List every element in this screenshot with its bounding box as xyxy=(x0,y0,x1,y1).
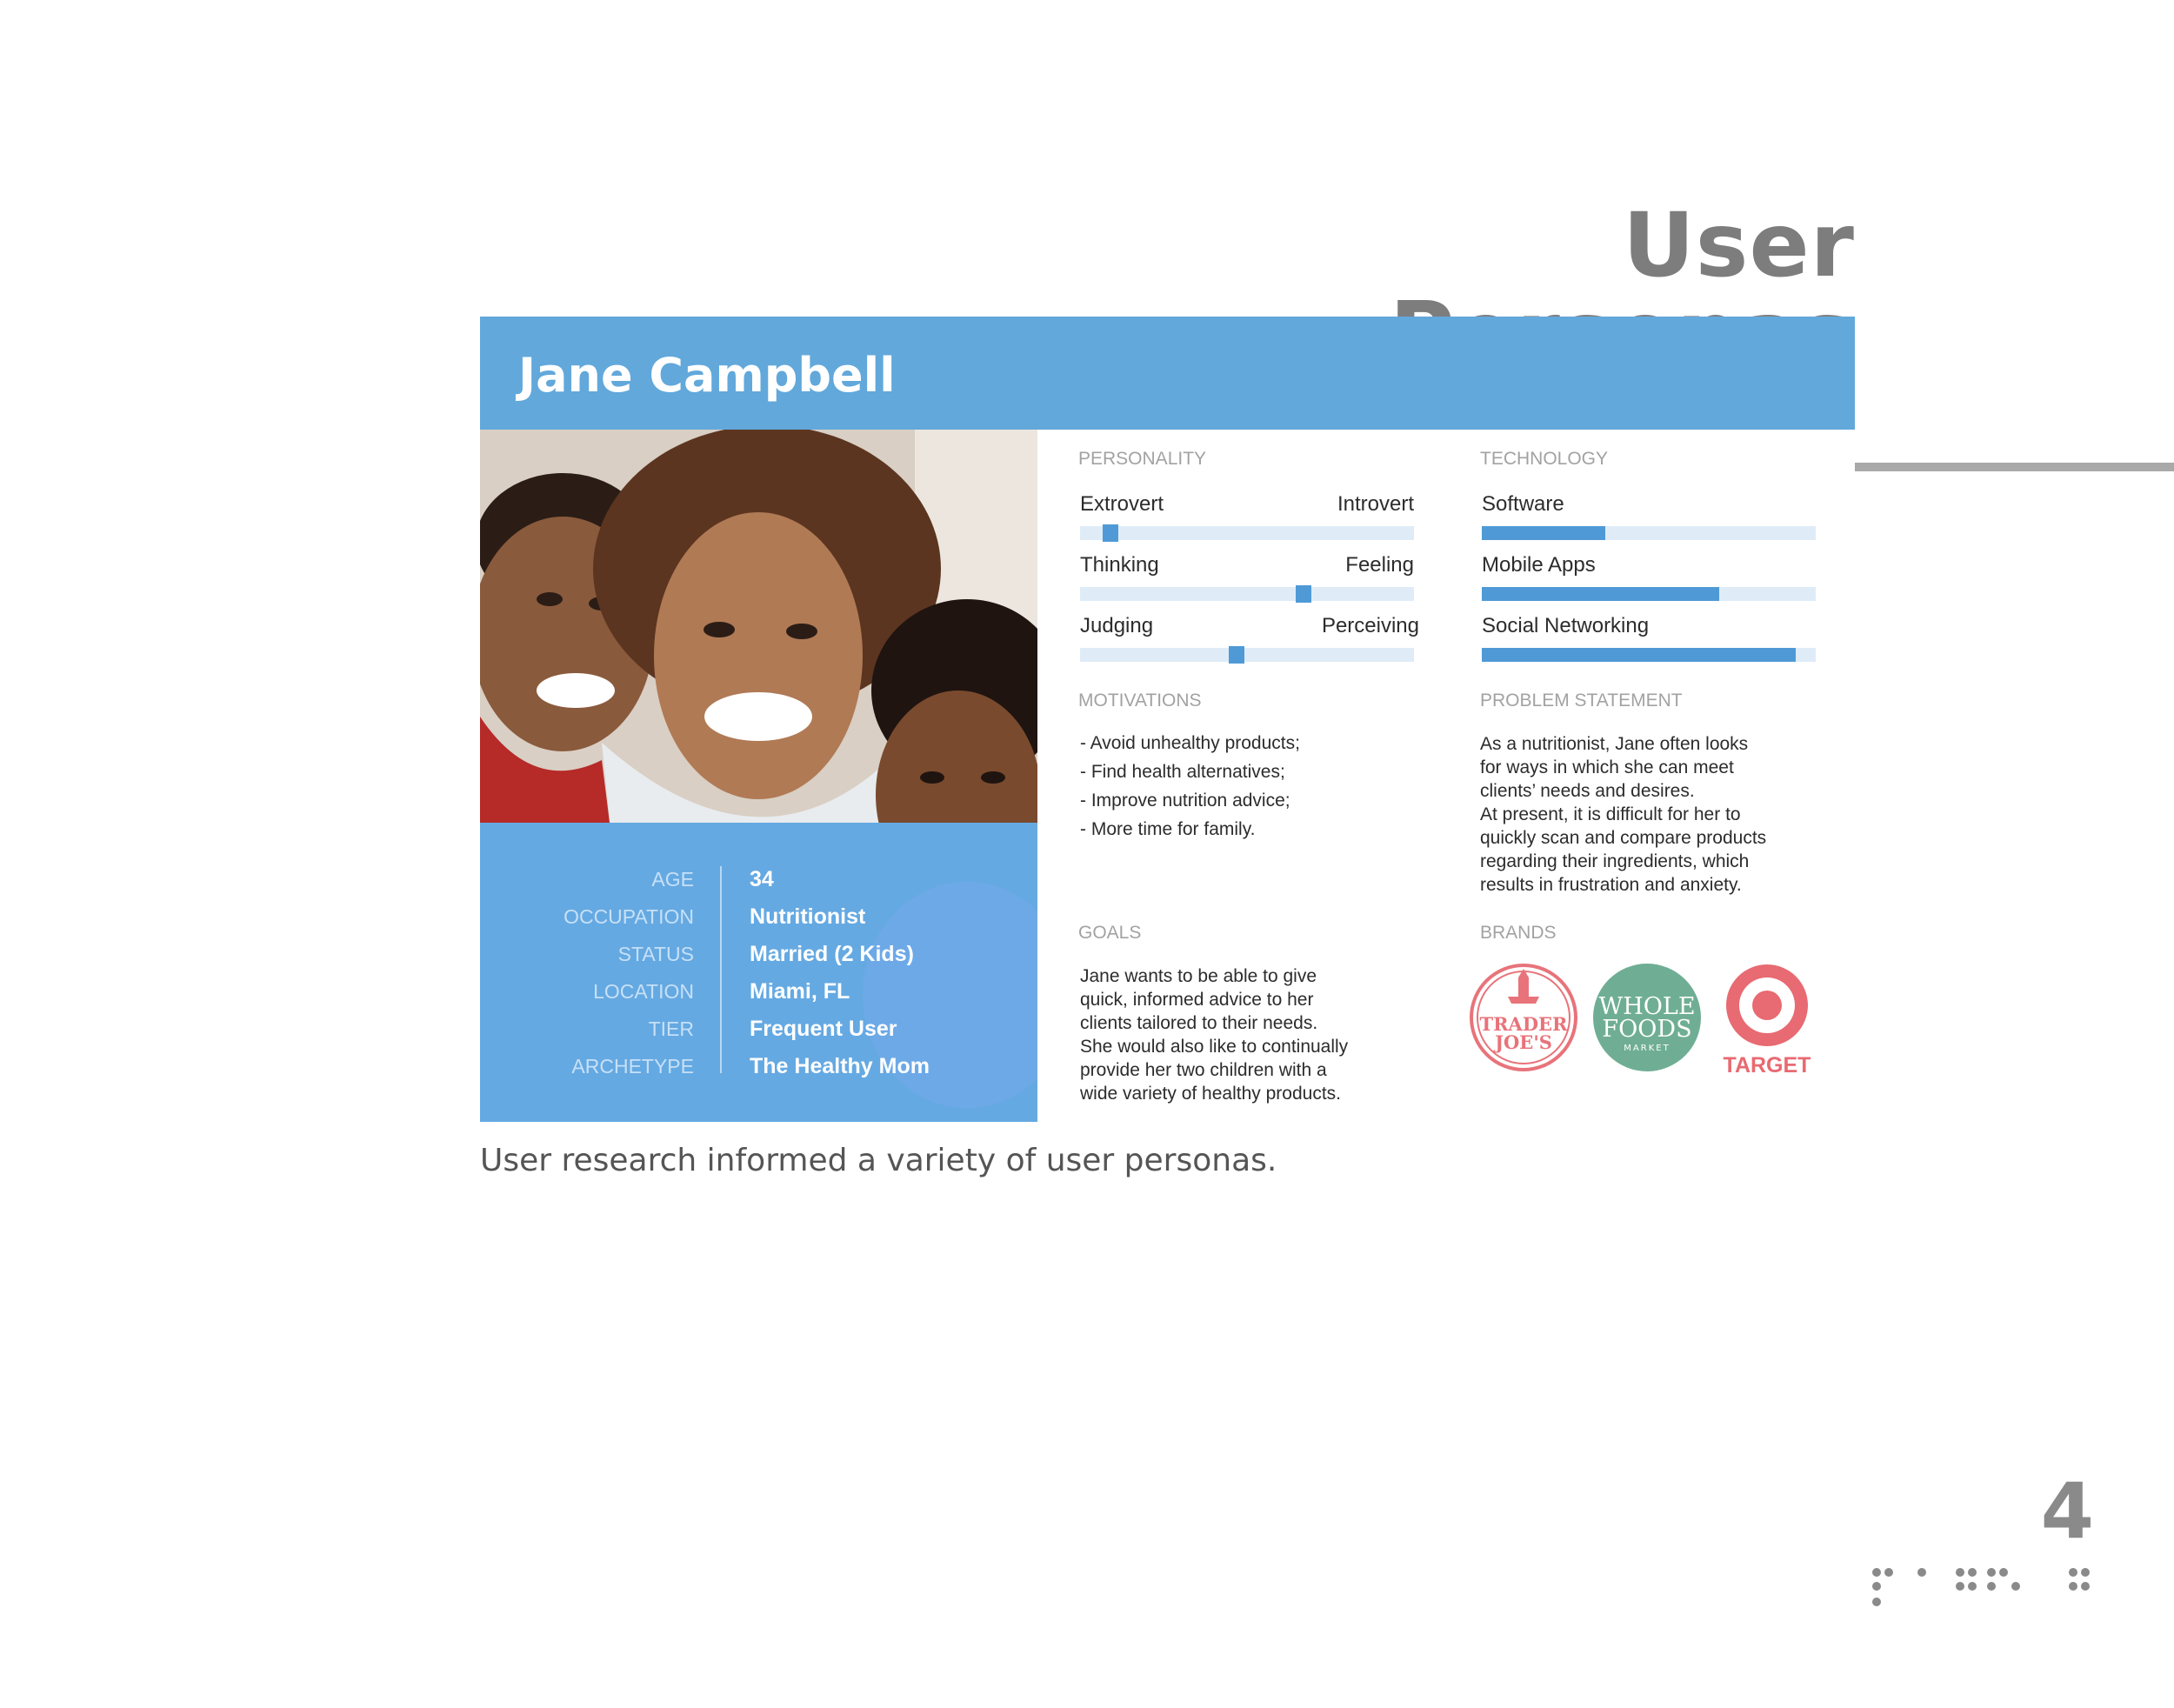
section-title: PERSONALITY xyxy=(1078,449,1207,469)
personality-section xyxy=(1078,449,1426,649)
section-title: TECHNOLOGY xyxy=(1480,449,1609,469)
persona-header xyxy=(480,317,1855,430)
motivations-list xyxy=(1080,729,1300,844)
motivations-section xyxy=(1078,691,1452,847)
info-row-location xyxy=(480,974,1037,1009)
text-line: wide variety of healthy products. xyxy=(1080,1084,1341,1104)
text-line: She would also like to continually xyxy=(1080,1037,1349,1057)
persona-card xyxy=(480,317,1855,1122)
info-value: Miami, FL xyxy=(750,979,850,1004)
info-label: ARCHETYPE xyxy=(571,1055,694,1078)
trader-joes-logo xyxy=(1468,962,1579,1078)
technology-bar-fill xyxy=(1482,587,1719,601)
persona-info-overlay xyxy=(480,823,1037,1122)
info-label: TIER xyxy=(648,1017,694,1040)
page-title: User xyxy=(1622,194,1855,297)
text-line: At present, it is difficult for her to xyxy=(1480,804,1741,824)
persona-name: Jane Campbell xyxy=(518,348,896,403)
text-line: regarding their ingredients, which xyxy=(1480,851,1750,871)
scale-left-label: Extrovert xyxy=(1080,492,1164,516)
section-title: GOALS xyxy=(1078,923,1142,943)
technology-bar-track xyxy=(1482,648,1816,662)
section-title: MOTIVATIONS xyxy=(1078,691,1202,711)
info-value: Frequent User xyxy=(750,1017,897,1041)
scale-right-label: Introvert xyxy=(1337,492,1414,516)
info-row-status xyxy=(480,937,1037,971)
personality-scale-marker xyxy=(1296,585,1311,603)
whole-foods-line-2: FOODS xyxy=(1602,1016,1692,1043)
motivation-item: - Find health alternatives; xyxy=(1080,762,1285,782)
persona-photo xyxy=(480,430,1037,1122)
info-row-archetype xyxy=(480,1049,1037,1084)
whole-foods-line-1: WHOLE xyxy=(1598,993,1696,1020)
technology-bar-track xyxy=(1482,526,1816,540)
trader-joes-line-1: TRADER xyxy=(1479,1013,1568,1035)
scale-left-label: Thinking xyxy=(1080,553,1159,577)
info-label: OCCUPATION xyxy=(564,905,694,928)
section-title: BRANDS xyxy=(1480,923,1557,943)
target-wordmark: TARGET xyxy=(1723,1053,1811,1077)
info-label: AGE xyxy=(651,868,694,891)
text-line: results in frustration and anxiety. xyxy=(1480,875,1742,895)
braille-page-number-icon xyxy=(1870,1565,2096,1614)
personality-scale-marker xyxy=(1229,646,1244,664)
motivation-item: - Avoid unhealthy products; xyxy=(1080,733,1300,753)
problem-statement-section xyxy=(1480,691,1855,899)
trader-joes-line-2: JOE'S xyxy=(1495,1031,1552,1053)
target-badge xyxy=(1718,962,1816,1077)
info-value: 34 xyxy=(750,867,774,891)
technology-label: Software xyxy=(1482,492,1564,516)
motivation-item: - More time for family. xyxy=(1080,819,1256,839)
whole-foods-badge xyxy=(1591,962,1703,1073)
goals-section xyxy=(1078,923,1461,1114)
whole-foods-line-3: MARKET xyxy=(1624,1044,1671,1053)
page-number: 4 xyxy=(2040,1466,2094,1556)
scale-left-label: Judging xyxy=(1080,614,1154,637)
text-line: quickly scan and compare products xyxy=(1480,828,1767,848)
technology-section xyxy=(1480,449,1828,666)
text-line: quick, informed advice to her xyxy=(1080,990,1314,1010)
info-label: LOCATION xyxy=(593,980,694,1003)
text-line: clients’ needs and desires. xyxy=(1480,781,1695,801)
scale-right-label: Feeling xyxy=(1345,553,1414,577)
info-row-age xyxy=(480,862,1037,897)
trader-joes-badge xyxy=(1468,962,1579,1073)
page-caption: User research informed a variety of user personas. xyxy=(480,1143,1277,1178)
info-value: Nutritionist xyxy=(750,904,866,929)
text-line: Jane wants to be able to give xyxy=(1080,966,1317,986)
text-line: clients tailored to their needs. xyxy=(1080,1013,1318,1033)
text-line: provide her two children with a xyxy=(1080,1060,1327,1080)
technology-bar-track xyxy=(1482,587,1816,601)
technology-label: Mobile Apps xyxy=(1482,553,1596,577)
goals-text xyxy=(1080,964,1348,1105)
whole-foods-logo xyxy=(1591,962,1703,1078)
info-row-tier xyxy=(480,1011,1037,1046)
info-row-occupation xyxy=(480,899,1037,934)
brands-section xyxy=(1468,923,1851,1097)
personality-scale-track xyxy=(1080,648,1414,662)
section-title: PROBLEM STATEMENT xyxy=(1480,691,1683,711)
info-label: STATUS xyxy=(617,943,694,965)
personality-scale-marker xyxy=(1103,524,1118,542)
info-value: The Healthy Mom xyxy=(750,1054,930,1078)
motivation-item: - Improve nutrition advice; xyxy=(1080,791,1290,811)
personality-scale-track xyxy=(1080,587,1414,601)
side-rule-divider xyxy=(1855,463,2174,471)
personality-scale-track xyxy=(1080,526,1414,540)
technology-bar-fill xyxy=(1482,648,1796,662)
text-line: As a nutritionist, Jane often looks xyxy=(1480,734,1749,754)
technology-bar-fill xyxy=(1482,526,1605,540)
text-line: for ways in which she can meet xyxy=(1480,757,1734,777)
problem-statement-text xyxy=(1480,732,1766,897)
technology-label: Social Networking xyxy=(1482,614,1650,637)
info-value: Married (2 Kids) xyxy=(750,942,914,966)
scale-right-label: Perceiving xyxy=(1321,614,1419,637)
target-logo xyxy=(1718,962,1816,1081)
